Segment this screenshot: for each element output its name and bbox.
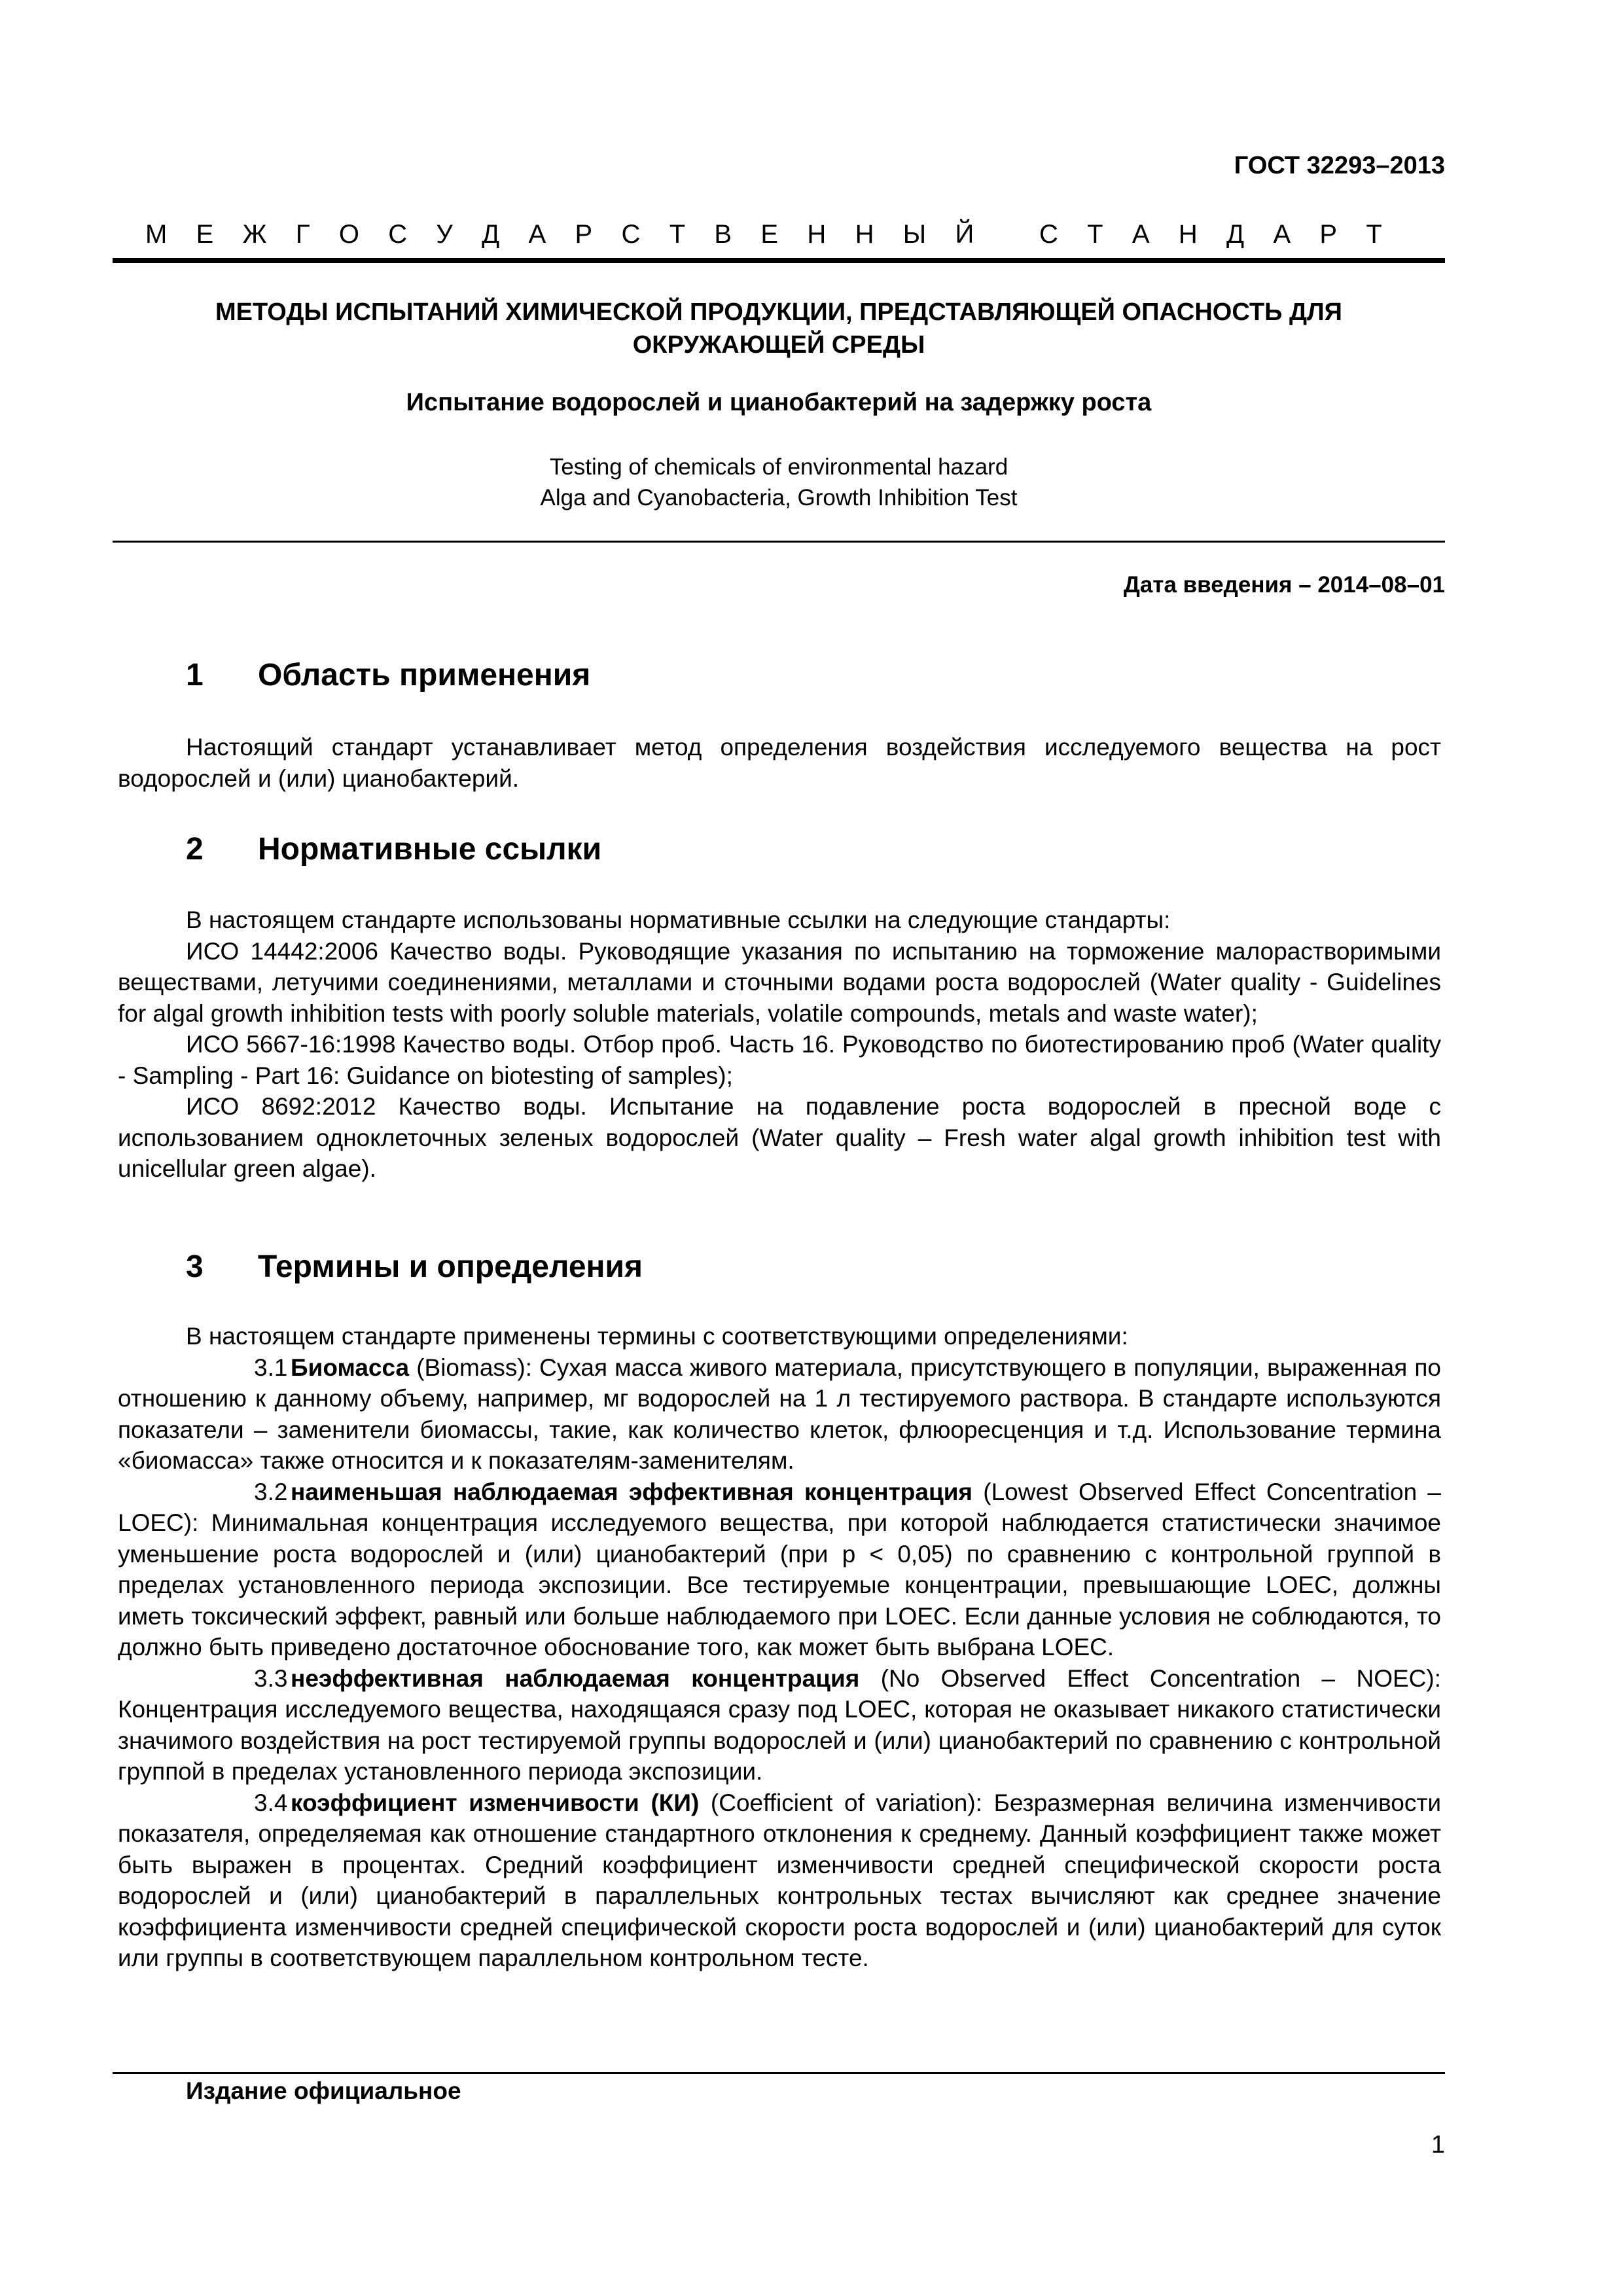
section-heading-2 xyxy=(113,831,1445,867)
section-title: Термины и определения xyxy=(258,1249,643,1284)
reference-item: ИСО 5667-16:1998 Качество воды. Отбор проб. Часть 16. Руководство по биотестированию проб (Water quality - Sampling - Part 16: Guidance on biotesting of samples); xyxy=(118,1031,1441,1089)
main-title-line: МЕТОДЫ ИСПЫТАНИЙ ХИМИЧЕСКОЙ ПРОДУКЦИИ, ПРЕДСТАВЛЯЮЩЕЙ ОПАСНОСТЬ ДЛЯ xyxy=(215,298,1342,326)
banner-letter: С xyxy=(388,220,408,249)
banner-letter: Г xyxy=(295,220,310,249)
interstate-letters xyxy=(145,220,1382,249)
page-number: 1 xyxy=(1431,2131,1445,2159)
english-title-line: Alga and Cyanobacteria, Growth Inhibition Test xyxy=(540,485,1018,511)
reference-item: ИСО 14442:2006 Качество воды. Руководящие указания по испытанию на торможение малорастворимыми веществами, летучими соединениями, металлами и сточными водами роста водорослей (Water quality - Guidelines for algal growth inhibition tests with poorly soluble materials, volatile compounds, metals and waste water); xyxy=(118,937,1441,1027)
banner-letter: Ж xyxy=(242,220,267,249)
term-number: 3.2 xyxy=(254,1478,288,1505)
banner-letter: Д xyxy=(1226,220,1245,249)
reference-item: ИСО 8692:2012 Качество воды. Испытание на подавление роста водорослей в пресной воде с использованием одноклеточных зеленых водорослей (Water quality – Fresh water algal growth inhibition test with unicellular green algae). xyxy=(118,1093,1441,1182)
banner-letter: Ы xyxy=(902,220,927,249)
section-title: Нормативные ссылки xyxy=(258,832,602,867)
banner-letter: Т xyxy=(1087,220,1103,249)
term-name: неэффективная наблюдаемая концентрация xyxy=(291,1664,860,1692)
term-definition: (Coefficient of variation): Безразмерная величина изменчивости показателя, определяемая как отношение стандартного отклонения к среднему. Данный коэффициент также может быть выражен в процентах. Средний коэффициент изменчивости средней специфической скорости роста водорослей и (или) цианобактерий в параллельных контрольных тестах вычисляют как среднее значение коэффициента изменчивости средней специфической скорости роста водорослей и (или) цианобактерий для суток или группы в соответствующем параллельном контрольном тесте. xyxy=(118,1789,1441,1971)
banner-letter: Е xyxy=(760,220,779,249)
section-1-body xyxy=(118,732,1441,794)
paragraph: В настоящем стандарте применены термины с соответствующими определениями: xyxy=(186,1323,1128,1350)
interstate-standard-banner xyxy=(145,220,1382,249)
title-rule xyxy=(113,541,1445,543)
term-number: 3.3 xyxy=(254,1664,288,1692)
banner-letter: Т xyxy=(669,220,686,249)
banner-letter: С xyxy=(621,220,641,249)
banner-letter: У xyxy=(436,220,453,249)
banner-letter: Д xyxy=(482,220,500,249)
banner-letter: В xyxy=(714,220,732,249)
banner-letter: А xyxy=(1132,220,1150,249)
introduction-date: Дата введения – 2014–08–01 xyxy=(1123,572,1445,598)
section-heading-3 xyxy=(113,1249,1445,1285)
term-entry xyxy=(118,1352,1441,1477)
top-rule xyxy=(113,258,1445,263)
banner-letter: С xyxy=(1039,220,1058,249)
main-title xyxy=(113,296,1445,361)
term-number: 3.4 xyxy=(254,1789,288,1816)
subtitle: Испытание водорослей и цианобактерий на задержку роста xyxy=(406,389,1152,416)
banner-letter: Р xyxy=(575,220,593,249)
section-number: 2 xyxy=(186,832,204,867)
banner-letter: А xyxy=(528,220,546,249)
english-title-line: Testing of chemicals of environmental hazard xyxy=(549,454,1008,480)
term-name: наименьшая наблюдаемая эффективная концентрация xyxy=(291,1478,973,1505)
banner-letter: Р xyxy=(1319,220,1338,249)
term-entry xyxy=(118,1477,1441,1663)
banner-letter: М xyxy=(145,220,168,249)
banner-letter: Н xyxy=(1178,220,1198,249)
official-edition-note: Издание официальное xyxy=(186,2077,461,2104)
paragraph: В настоящем стандарте использованы нормативные ссылки на следующие стандарты: xyxy=(186,906,1171,933)
term-entry xyxy=(118,1663,1441,1787)
english-title xyxy=(113,452,1445,513)
term-definition: (Biomass): Сухая масса живого материала, присутствующего в популяции, выраженная по отношению к данному объему, например, мг водорослей на 1 л тестируемого раствора. В стандарте используются показатели – заменители биомассы, такие, как количество клеток, флюоресценция и т.д. Использование термина «биомасса» также относится и к показателям-заменителям. xyxy=(118,1354,1441,1474)
paragraph: Настоящий стандарт устанавливает метод определения воздействия исследуемого вещества на рост водорослей и (или) цианобактерий. xyxy=(118,734,1441,792)
main-title-line: ОКРУЖАЮЩЕЙ СРЕДЫ xyxy=(632,331,925,359)
section-title: Область применения xyxy=(258,658,591,692)
banner-letter: Н xyxy=(807,220,827,249)
term-definition: (Lowest Observed Effect Concentration – LOEC): Минимальная концентрация исследуемого вещества, при которой наблюдается статистически значимое уменьшение роста водорослей и (или) цианобактерий (при p < 0,05) по сравнению с контрольной группой в пределах установленного периода экспозиции. Все тестируемые концентрации, превышающие LOEC, должны иметь токсический эффект, равный или больше наблюдаемого при LOEC. Если данные условия не соблюдаются, то должно быть приведено достаточное обоснование того, как может быть выбрана LOEC. xyxy=(118,1478,1442,1660)
term-name: Биомасса xyxy=(291,1354,410,1381)
section-number: 3 xyxy=(186,1249,204,1284)
banner-letter: Т xyxy=(1366,220,1382,249)
section-2-body xyxy=(118,905,1441,1185)
term-entry xyxy=(118,1787,1441,1974)
term-number: 3.1 xyxy=(254,1354,288,1381)
section-heading-1 xyxy=(113,657,1445,693)
doc-number: ГОСТ 32293–2013 xyxy=(1234,152,1445,179)
term-definition: (No Observed Effect Concentration – NOEC): Концентрация исследуемого вещества, находящаяся сразу под LOEC, которая не оказывает никакого статистически значимого воздействия на рост тестируемой группы водорослей и (или) цианобактерий по сравнению с контрольной группой в пределах установленного периода экспозиции. xyxy=(118,1664,1441,1785)
banner-letter: А xyxy=(1273,220,1291,249)
banner-letter: Н xyxy=(855,220,874,249)
banner-letter: О xyxy=(338,220,359,249)
section-3-body xyxy=(118,1321,1441,1974)
term-name: коэффициент изменчивости (КИ) xyxy=(291,1789,700,1816)
banner-letter: Й xyxy=(955,220,974,249)
section-number: 1 xyxy=(186,658,204,692)
banner-letter: Е xyxy=(196,220,214,249)
banner-gap xyxy=(1003,220,1010,249)
footer-rule xyxy=(113,2072,1445,2074)
